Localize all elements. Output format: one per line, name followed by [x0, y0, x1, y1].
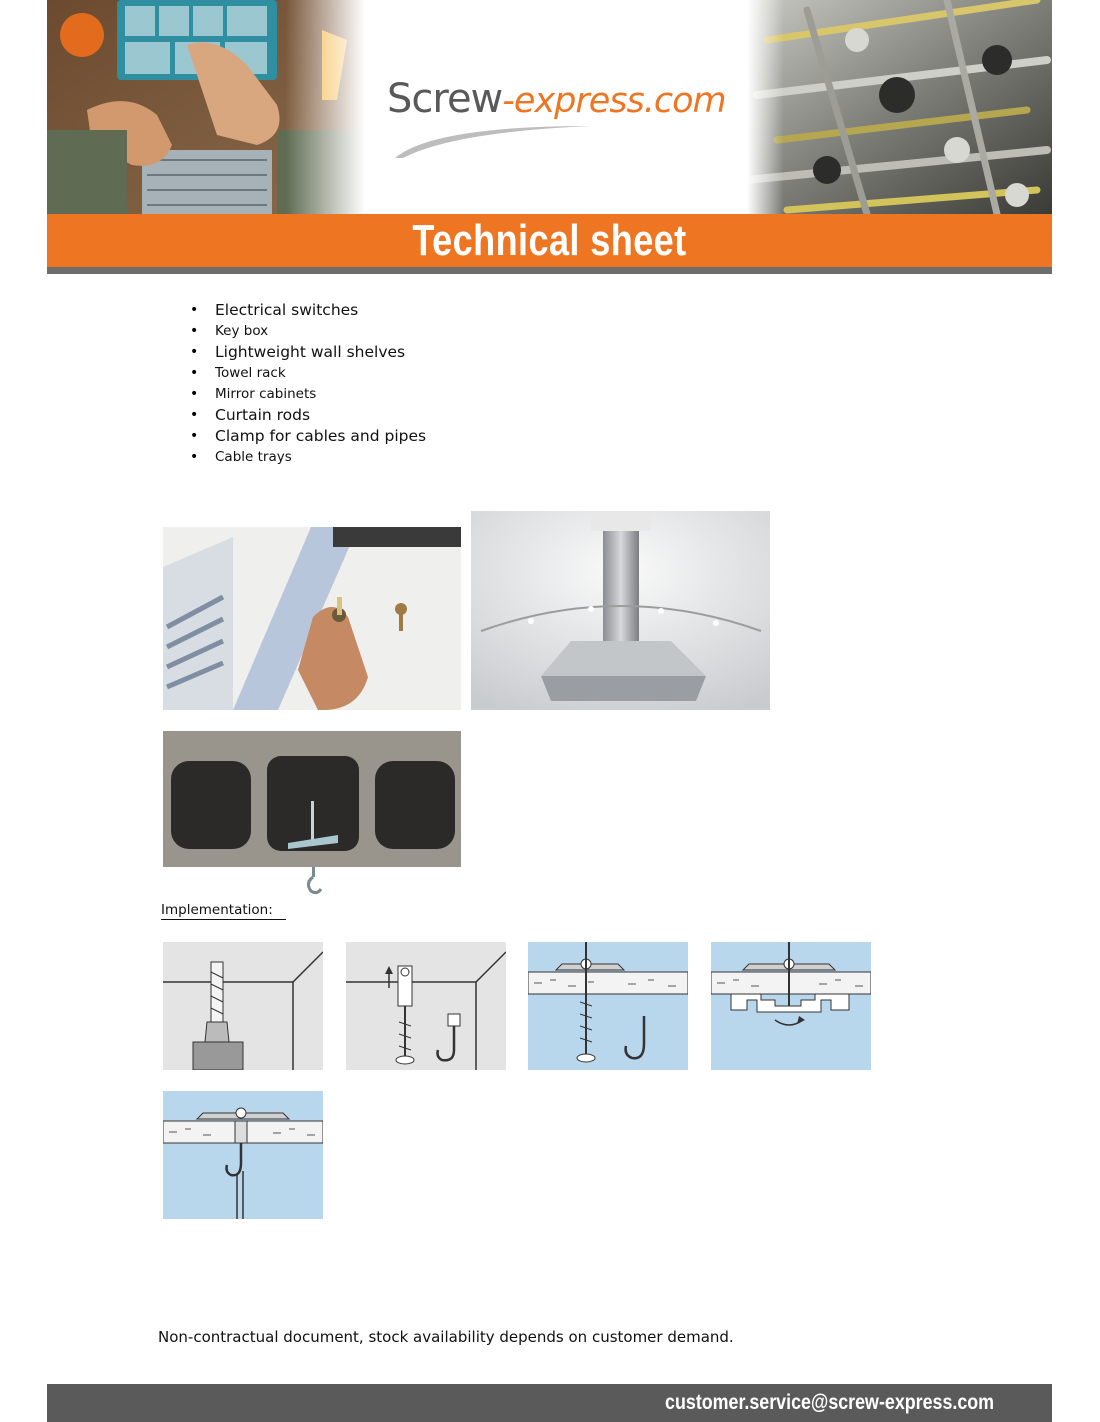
list-item: • Electrical switches: [190, 300, 426, 321]
uses-list: [190, 300, 426, 468]
list-item: • Mirror cabinets: [190, 384, 426, 405]
ceiling-anchor-installation-photo: [163, 527, 461, 710]
title-underline: [47, 267, 1052, 274]
page-title: Technical sheet: [412, 216, 687, 265]
ceiling-hood-photo: [471, 511, 770, 710]
implementation-underline: [161, 919, 286, 920]
pile-of-screws-photo: [747, 0, 1052, 214]
push-through-icon: [528, 942, 688, 1070]
disclaimer-text: Non-contractual document, stock availability depends on customer demand.: [158, 1328, 734, 1346]
list-item: • Towel rack: [190, 363, 426, 384]
step-push-through-diagram: [528, 942, 688, 1070]
step-drill-diagram: [163, 942, 323, 1070]
list-item: • Lightweight wall shelves: [190, 342, 426, 363]
hang-hook-icon: [163, 1091, 323, 1219]
footer-email-link[interactable]: customer.service@screw-express.com: [665, 1391, 994, 1414]
list-item: • Curtain rods: [190, 405, 426, 426]
logo-main-text: Screw: [387, 76, 503, 122]
implementation-label: Implementation:: [161, 902, 273, 918]
insert-toggle-icon: [346, 942, 506, 1070]
cinder-block-hook-photo: [163, 731, 461, 897]
tighten-icon: [711, 942, 871, 1070]
list-item: • Cable trays: [190, 447, 426, 468]
step-hang-hook-diagram: [163, 1091, 323, 1219]
footer-bar: [47, 1384, 1052, 1422]
drill-icon: [163, 942, 323, 1070]
header-banner: [47, 0, 1052, 214]
list-item: • Clamp for cables and pipes: [190, 426, 426, 447]
screw-express-logo: [387, 76, 747, 166]
logo-accent-text: -express.com: [502, 81, 726, 121]
step-insert-diagram: [346, 942, 506, 1070]
list-item: • Key box: [190, 321, 426, 342]
hands-sorting-screws-photo: [47, 0, 365, 214]
logo-swoosh: [393, 120, 593, 160]
title-bar: [47, 214, 1052, 267]
step-tighten-diagram: [711, 942, 871, 1070]
